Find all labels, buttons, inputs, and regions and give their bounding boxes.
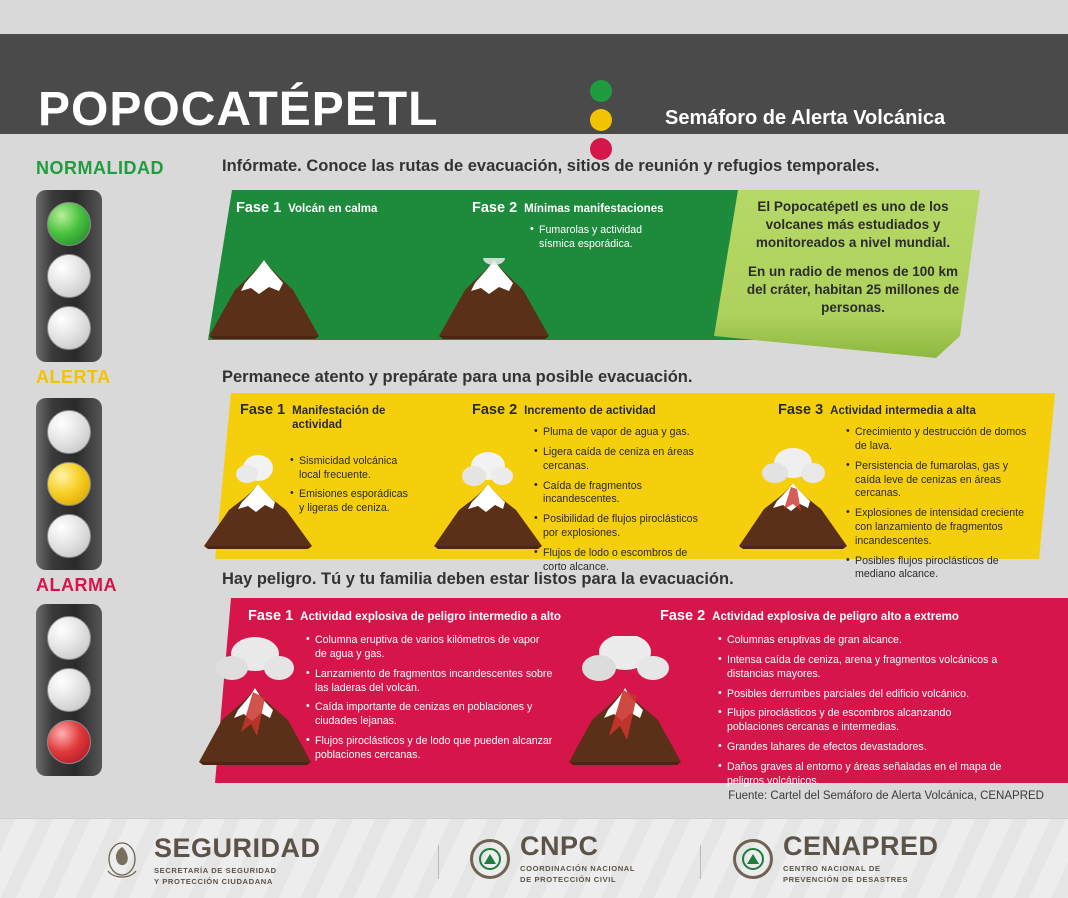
lamp-red-active: [47, 720, 91, 764]
phase-title: Fase 1: [248, 608, 294, 624]
phase-normalidad-2: [472, 200, 702, 258]
bullet-item: • Emisiones esporádicas y ligeras de ceniza.: [290, 488, 410, 516]
phase-subtitle: Actividad intermedia a alta: [830, 405, 976, 417]
phase-title: Fase 3: [778, 402, 824, 418]
phase-bullets: [534, 426, 709, 574]
logo-seguridad-sub1: SECRETARÍA DE SEGURIDAD: [154, 866, 277, 875]
header-traffic-light-icon: [590, 80, 620, 167]
bullet-item: • Persistencia de fumarolas, gas y caída leve de cenizas en áreas cercanas.: [846, 460, 1036, 501]
lime-note-line-1: El Popocatépetl es uno de los volcanes más estudiados y monitoreados a nivel mundial.: [755, 199, 951, 251]
bullet-item: • Grandes lahares de efectos devastadores.: [718, 741, 1008, 755]
bullet-item: • Columna eruptiva de varios kilómetros de vapor de agua y gas.: [306, 634, 554, 662]
phase-title: Fase 1: [236, 200, 282, 216]
headline-normalidad: Infórmate. Conoce las rutas de evacuación, sitios de reunión y refugios temporales.: [222, 157, 880, 175]
phase-subtitle: Manifestación de actividad: [292, 405, 386, 432]
cenapred-seal-icon: [733, 839, 773, 879]
traffic-light-alarma-icon: [36, 604, 102, 776]
lamp-green-off: [47, 410, 91, 454]
volcano-icon-red-1: [195, 636, 315, 766]
section-label-alerta: ALERTA: [36, 367, 111, 387]
bullet-item: • Sismicidad volcánica local frecuente.: [290, 455, 410, 483]
header-light-green: [590, 80, 612, 102]
logo-cenapred-sub2: PREVENCIÓN DE DESASTRES: [783, 875, 909, 884]
lamp-red-off: [47, 306, 91, 350]
logo-cenapred-name: CENAPRED: [783, 831, 939, 861]
phase-title: Fase 2: [472, 200, 518, 216]
cnpc-seal-icon: [470, 839, 510, 879]
page-title: POPOCATÉPETL: [38, 83, 439, 136]
bullet-item: • Flujos piroclásticos y de lodo que pueden alcanzar poblaciones cercanas.: [306, 735, 554, 763]
volcano-icon-yellow-1: [200, 452, 316, 550]
phase-subtitle: Actividad explosiva de peligro alto a extremo: [712, 611, 959, 623]
bullet-item: • Daños graves al entorno y áreas señaladas en el mapa de peligros volcánicos.: [718, 761, 1008, 789]
lamp-yellow-active: [47, 462, 91, 506]
volcano-icon-green-2: [435, 258, 553, 340]
phase-subtitle: Volcán en calma: [288, 203, 378, 215]
headline-alerta: Permanece atento y prepárate para una posible evacuación.: [222, 368, 693, 386]
bullet-item: • Fumarolas y actividad sísmica esporádica.: [530, 224, 660, 252]
lamp-yellow-off: [47, 254, 91, 298]
lamp-yellow-off: [47, 668, 91, 712]
phase-bullets: [530, 224, 660, 252]
bullet-item: • Flujos de lodo o escombros de corto alcance.: [534, 547, 709, 575]
phase-bullets: [306, 634, 554, 762]
bullet-item: • Intensa caída de ceniza, arena y fragmentos volcánicos a distancias mayores.: [718, 654, 1008, 682]
bullet-item: • Lanzamiento de fragmentos incandescentes sobre las laderas del volcán.: [306, 668, 554, 696]
phase-title: Fase 2: [660, 608, 706, 624]
logo-cnpc: [470, 833, 635, 885]
bullet-item: • Columnas eruptivas de gran alcance.: [718, 634, 1008, 648]
bullet-item: • Explosiones de intensidad creciente con lanzamiento de fragmentos incandescentes.: [846, 507, 1036, 548]
phase-title: Fase 1: [240, 402, 286, 418]
section-label-normalidad: NORMALIDAD: [36, 158, 164, 178]
header-subtitle: Semáforo de Alerta Volcánica: [665, 107, 946, 129]
section-label-alarma: ALARMA: [36, 575, 117, 595]
lime-note-line-2: En un radio de menos de 100 km del cráter, habitan 25 millones de personas.: [746, 263, 960, 316]
bullet-item: • Posibles flujos piroclásticos de mediano alcance.: [846, 555, 1036, 583]
volcano-icon-green-1: [205, 258, 323, 340]
bullet-item: • Caída de fragmentos incandescentes.: [534, 480, 709, 508]
footer-bar: [0, 818, 1068, 898]
bullet-item: • Posibles derrumbes parciales del edificio volcánico.: [718, 688, 1008, 702]
bullet-item: • Flujos piroclásticos y de escombros alcanzando poblaciones cercanas e intermedias.: [718, 707, 1008, 735]
phase-subtitle: Mínimas manifestaciones: [524, 203, 664, 215]
logo-seguridad: [100, 835, 321, 887]
lamp-green-off: [47, 616, 91, 660]
logo-cenapred-sub1: CENTRO NACIONAL DE: [783, 864, 881, 873]
bullet-item: • Ligera caída de ceniza en áreas cercanas.: [534, 446, 709, 474]
footer-divider-2: [700, 845, 701, 879]
lamp-green-active: [47, 202, 91, 246]
traffic-light-normalidad-icon: [36, 190, 102, 362]
logo-cenapred: [733, 833, 939, 885]
phase-subtitle: Actividad explosiva de peligro intermedio a alto: [300, 611, 561, 623]
header-bar: [0, 34, 1068, 134]
logo-seguridad-name: SEGURIDAD: [154, 833, 321, 863]
header-light-yellow: [590, 109, 612, 131]
volcano-icon-yellow-2: [430, 452, 546, 550]
traffic-light-alerta-icon: [36, 398, 102, 570]
bullet-item: • Caída importante de cenizas en poblaciones y ciudades lejanas.: [306, 701, 554, 729]
logo-seguridad-sub2: Y PROTECCIÓN CIUDADANA: [154, 877, 273, 886]
phase-subtitle: Incremento de actividad: [524, 405, 656, 417]
phase-title: Fase 2: [472, 402, 518, 418]
lime-note-text: [738, 198, 968, 317]
phase-normalidad-1: [236, 200, 456, 216]
volcano-icon-yellow-3: [735, 447, 851, 550]
phase-alarma-2: [660, 608, 1020, 794]
bullet-item: • Pluma de vapor de agua y gas.: [534, 426, 709, 440]
headline-alarma: Hay peligro. Tú y tu familia deben estar listos para la evacuación.: [222, 570, 734, 588]
logo-cnpc-sub2: DE PROTECCIÓN CIVIL: [520, 875, 617, 884]
source-credit: Fuente: Cartel del Semáforo de Alerta Volcánica, CENAPRED: [728, 790, 1044, 802]
mexico-emblem-icon: [100, 837, 144, 885]
logo-cnpc-sub1: COORDINACIÓN NACIONAL: [520, 864, 636, 873]
logo-cnpc-name: CNPC: [520, 831, 599, 861]
bullet-item: • Crecimiento y destrucción de domos de lava.: [846, 426, 1036, 454]
phase-bullets: [846, 426, 1036, 582]
phase-bullets: [718, 634, 1008, 788]
volcano-icon-red-2: [565, 636, 685, 766]
bullet-item: • Posibilidad de flujos piroclásticos por explosiones.: [534, 513, 709, 541]
footer-divider-1: [438, 845, 439, 879]
lamp-red-off: [47, 514, 91, 558]
